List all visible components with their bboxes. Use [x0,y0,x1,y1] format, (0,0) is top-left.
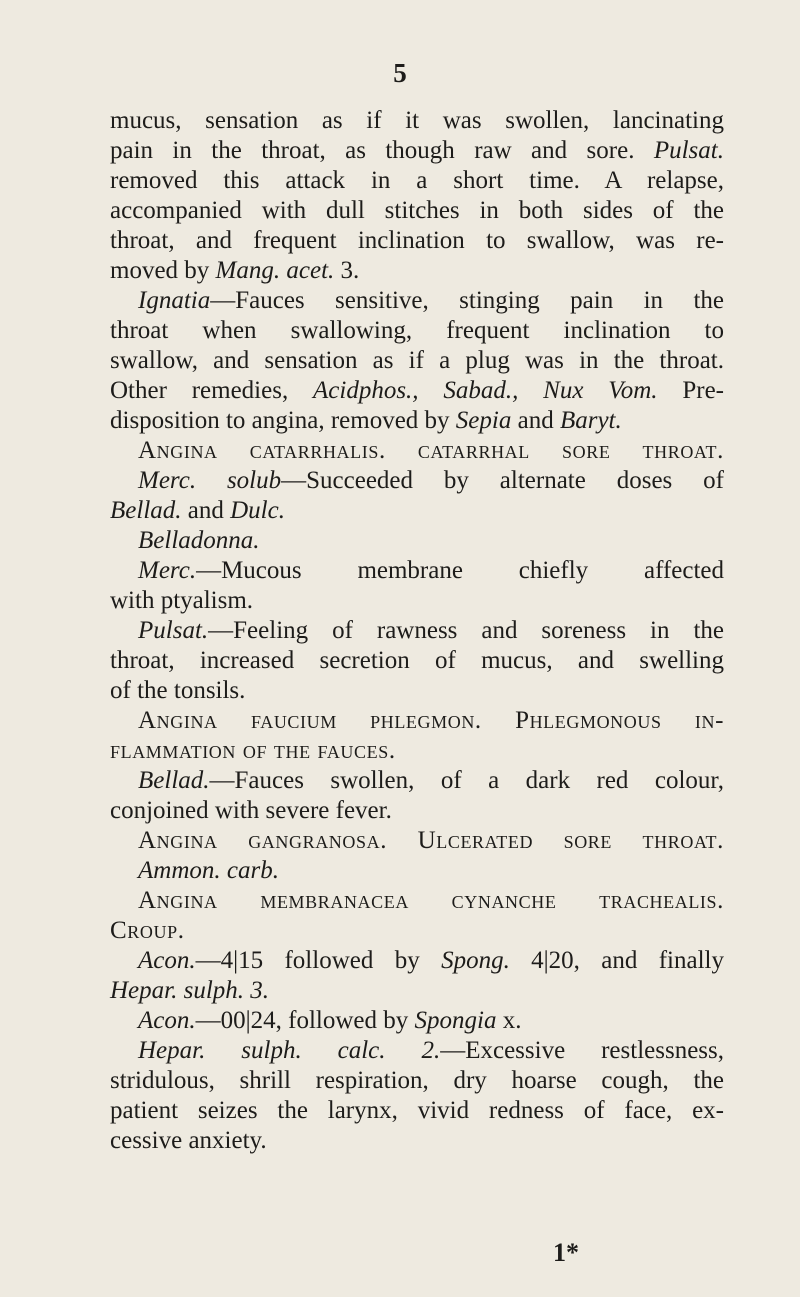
text-span: swallow, and sensation as if a plug was in the throat. [110,347,724,374]
italic-text: Acon. [138,1007,196,1034]
heading-text: Angina faucium phlegmon. Phlegmonous in- [138,707,724,734]
italic-text: Acon. [138,947,196,974]
text-span: throat, and frequent inclination to swallow, was re- [110,227,724,254]
text-span: —Excessive restlessness, [440,1037,725,1064]
italic-text: Spongia [414,1007,497,1034]
text-span: cessive anxiety. [110,1127,267,1154]
text-line [110,976,724,1006]
text-span: accompanied with dull stitches in both sides of the [110,197,724,224]
text-line [110,736,724,766]
text-span: disposition to angina, removed by [110,407,456,434]
text-line [110,1096,724,1126]
heading-text: Croup. [110,917,185,944]
text-line [110,706,724,736]
text-line [110,946,724,976]
text-line [110,646,724,676]
text-span: —Mucous membrane chiefly affected [196,557,724,584]
italic-text: Mang. acet. [215,257,335,284]
text-line [110,676,724,706]
heading-text: Angina membranacea cynanche trachealis. [138,887,724,914]
text-span: x. [496,1007,522,1034]
heading-text: flammation of the fauces. [110,737,396,764]
italic-text: Sepia [455,407,512,434]
body-text [110,106,724,1156]
italic-text: Merc. [138,557,197,584]
text-line [110,346,724,376]
text-line [110,226,724,256]
italic-text: Pulsat. [653,137,724,164]
text-span: conjoined with severe fever. [110,797,392,824]
italic-text: Spong. [441,947,510,974]
italic-text: Merc. solub [138,467,282,494]
text-line [110,286,724,316]
italic-text: Pulsat. [138,617,209,644]
text-span: stridulous, shrill respiration, dry hoarse cough, the [110,1067,724,1094]
text-line [110,556,724,586]
text-span: and [511,407,560,434]
text-line [110,616,724,646]
text-line [110,376,724,406]
text-span: patient seizes the larynx, vivid redness of face, ex- [110,1097,724,1124]
italic-text: Acidphos., Sabad., Nux Vom. [313,377,658,404]
text-line [110,196,724,226]
text-line [110,916,724,946]
italic-text: Baryt. [559,407,622,434]
italic-text: Ignatia [138,287,211,314]
text-line [110,1126,724,1156]
text-line [110,436,724,466]
text-line [110,886,724,916]
text-line [110,766,724,796]
text-line [110,496,724,526]
text-line [110,796,724,826]
text-span: Pre- [657,377,724,404]
text-line [110,586,724,616]
text-line [110,1036,724,1066]
text-span: mucus, sensation as if it was swollen, lancinating [110,107,724,134]
text-span: with ptyalism. [110,587,254,614]
text-line [110,1066,724,1096]
text-line [110,166,724,196]
text-span: throat, increased secretion of mucus, and swelling [110,647,724,674]
text-line [110,256,724,286]
italic-text: Hepar. sulph. [110,977,245,1004]
italic-text: Ammon. carb. [138,857,279,884]
text-span: —Succeeded by alternate doses of [281,467,725,494]
italic-text: Belladonna. [138,527,260,554]
italic-text: 2. [421,1037,441,1064]
text-line [110,106,724,136]
text-line [110,406,724,436]
text-span: throat when swallowing, frequent inclination to [110,317,724,344]
text-span: pain in the throat, as though raw and sore. [110,137,654,164]
text-span: —Fauces sensitive, stinging pain in the [210,287,724,314]
italic-text: Hepar. sulph. calc. [138,1037,386,1064]
text-span: —Feeling of rawness and soreness in the [208,617,724,644]
text-span: moved by [110,257,216,284]
text-span: 4|20, and finally [509,947,724,974]
text-span: —00|24, followed by [195,1007,415,1034]
signature-mark: 1* [553,1238,579,1267]
text-span: removed this attack in a short time. A relapse, [110,167,724,194]
text-span: Other remedies, [110,377,314,404]
heading-text: Angina catarrhalis. catarrhal sore throat. [138,437,724,464]
text-span [386,1037,422,1064]
italic-text: Bellad. [138,767,210,794]
text-span: 3. [334,257,360,284]
text-line [110,826,724,856]
text-span: —Fauces swollen, of a dark red colour, [209,767,724,794]
text-span: of the tonsils. [110,677,246,704]
page-number: 5 [393,58,407,88]
heading-text: Angina gangranosa. Ulcerated sore throat. [138,827,724,854]
italic-text: Dulc. [230,497,285,524]
text-line [110,526,724,556]
text-line [110,466,724,496]
italic-text: Bellad. [110,497,182,524]
text-line [110,856,724,886]
text-span: and [181,497,231,524]
text-line [110,316,724,346]
italic-text: 3. [250,977,270,1004]
text-line [110,136,724,166]
text-span: —4|15 followed by [195,947,442,974]
text-line [110,1006,724,1036]
